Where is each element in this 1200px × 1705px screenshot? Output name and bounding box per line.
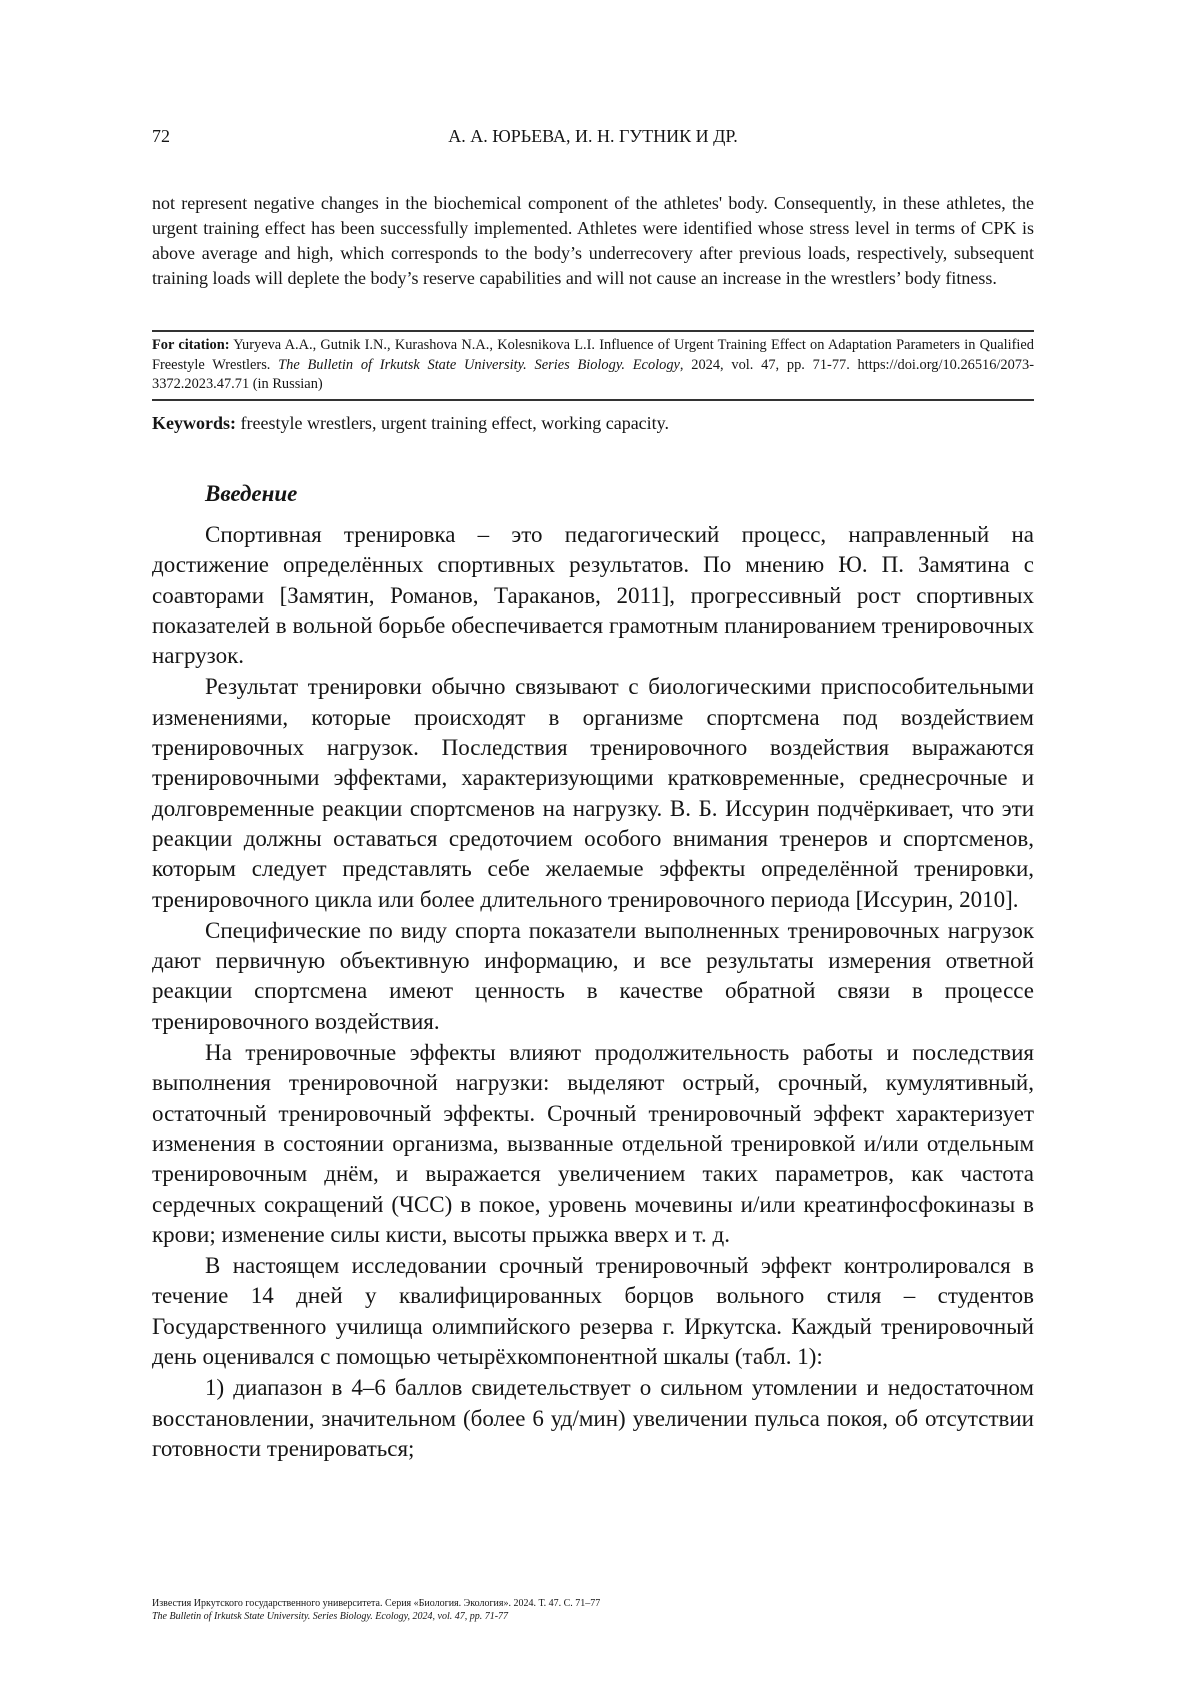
keywords-text: freestyle wrestlers, urgent training effect, working capacity. [236, 413, 670, 433]
running-header [152, 126, 1034, 152]
page-footer [152, 1597, 1034, 1623]
citation-journal: The Bulletin of Irkutsk State University. Series Biology. Ecology [278, 356, 680, 373]
body-text [152, 520, 1034, 1465]
footer-line-ru: Известия Иркутского государственного университета. Серия «Биология. Экология». 2024. Т. 47. С. 71–77 [152, 1598, 601, 1609]
keywords-line [152, 411, 1034, 436]
footer-line-en: The Bulletin of Irkutsk State University. Series Biology. Ecology, 2024, vol. 47, pp. 71-77 [152, 1611, 509, 1622]
keywords-label: Keywords: [152, 413, 236, 433]
paragraph: Результат тренировки обычно связывают с биологическими приспособительными изменениями, которые происходят в организме спортсмена под воздействием тренировочных нагрузок. Последствия тренировочного воздействия выражаются тренировочными эффектами, характеризующими кратковременные, среднесрочные и долговременные реакции спортсменов на нагрузку. В. Б. Иссурин подчёркивает, что эти реакции должны оставаться средоточием особого внимания тренеров и спортсменов, которым следует представлять себе желаемые эффекты определённой тренировки, тренировочного цикла или более длительного тренировочного периода [Иссурин, 2010]. [152, 674, 1034, 912]
citation-label: For citation: [152, 337, 230, 353]
paragraph: В настоящем исследовании срочный тренировочный эффект контролировался в течение 14 дней у квалифицированных борцов вольного стиля – студентов Государственного училища олимпийского резерва г. Иркутска. Каждый тренировочный день оценивался с помощью четырёхкомпонентной шкалы (табл. 1): [152, 1253, 1034, 1370]
abstract-continuation: not represent negative changes in the biochemical component of the athletes' body. Consequently, in these athletes, the urgent training effect has been successfully implemented. Athletes were identified whose stress level in terms of CPK is above average and high, which corresponds to the body’s underrecovery after previous loads, respectively, subsequent training loads will deplete the body’s reserve capabilities and will not cause an increase in the wrestlers’ body fitness. [152, 193, 1034, 288]
paragraph: Специфические по виду спорта показатели выполненных тренировочных нагрузок дают первичную объективную информацию, и все результаты измерения ответной реакции спортсмена имеют ценность в качестве обратной связи в процессе тренировочного воздействия. [152, 917, 1034, 1034]
running-header-authors: А. А. ЮРЬЕВА, И. Н. ГУТНИК И ДР. [448, 126, 738, 146]
paragraph: 1) диапазон в 4–6 баллов свидетельствует о сильном утомлении и недостаточном восстановлении, значительном (более 6 уд/мин) увеличении пульса покоя, об отсутствии готовности тренироваться; [152, 1375, 1034, 1461]
page-number: 72 [152, 126, 170, 146]
paragraph: Спортивная тренировка – это педагогический процесс, направленный на достижение определённых спортивных результатов. По мнению Ю. П. Замятина с соавторами [Замятин, Романов, Тараканов, 2011], прогрессивный рост спортивных показателей в вольной борьбе обеспечивается грамотным планированием тренировочных нагрузок. [152, 522, 1034, 669]
citation-block [152, 330, 1034, 401]
paragraph: На тренировочные эффекты влияют продолжительность работы и последствия выполнения тренировочной нагрузки: выделяют острый, срочный, кумулятивный, остаточный тренировочный эффекты. Срочный тренировочный эффект характеризует изменения в состоянии организма, вызванные отдельной тренировкой и/или отдельным тренировочным днём, и выражается увеличением таких параметров, как частота сердечных сокращений (ЧСС) в покое, уровень мочевины и/или креатинфосфокиназы в крови; изменение силы кисти, высоты прыжка вверх и т. д. [152, 1040, 1034, 1247]
citation-text: Yuryeva A.A., Gutnik I.N., Kurashova N.A., Kolesnikova L.I. Influence of Urgent Training Effect on Adaptation Parameters in Qualified Freestyle Wrestlers. [152, 337, 1034, 373]
citation-text-end: , 2024, vol. 47, pp. 71-77. https://doi.org/10.26516/2073-3372.2023.47.71 (in Russian) [152, 356, 1034, 392]
section-heading: Введение [205, 481, 298, 506]
